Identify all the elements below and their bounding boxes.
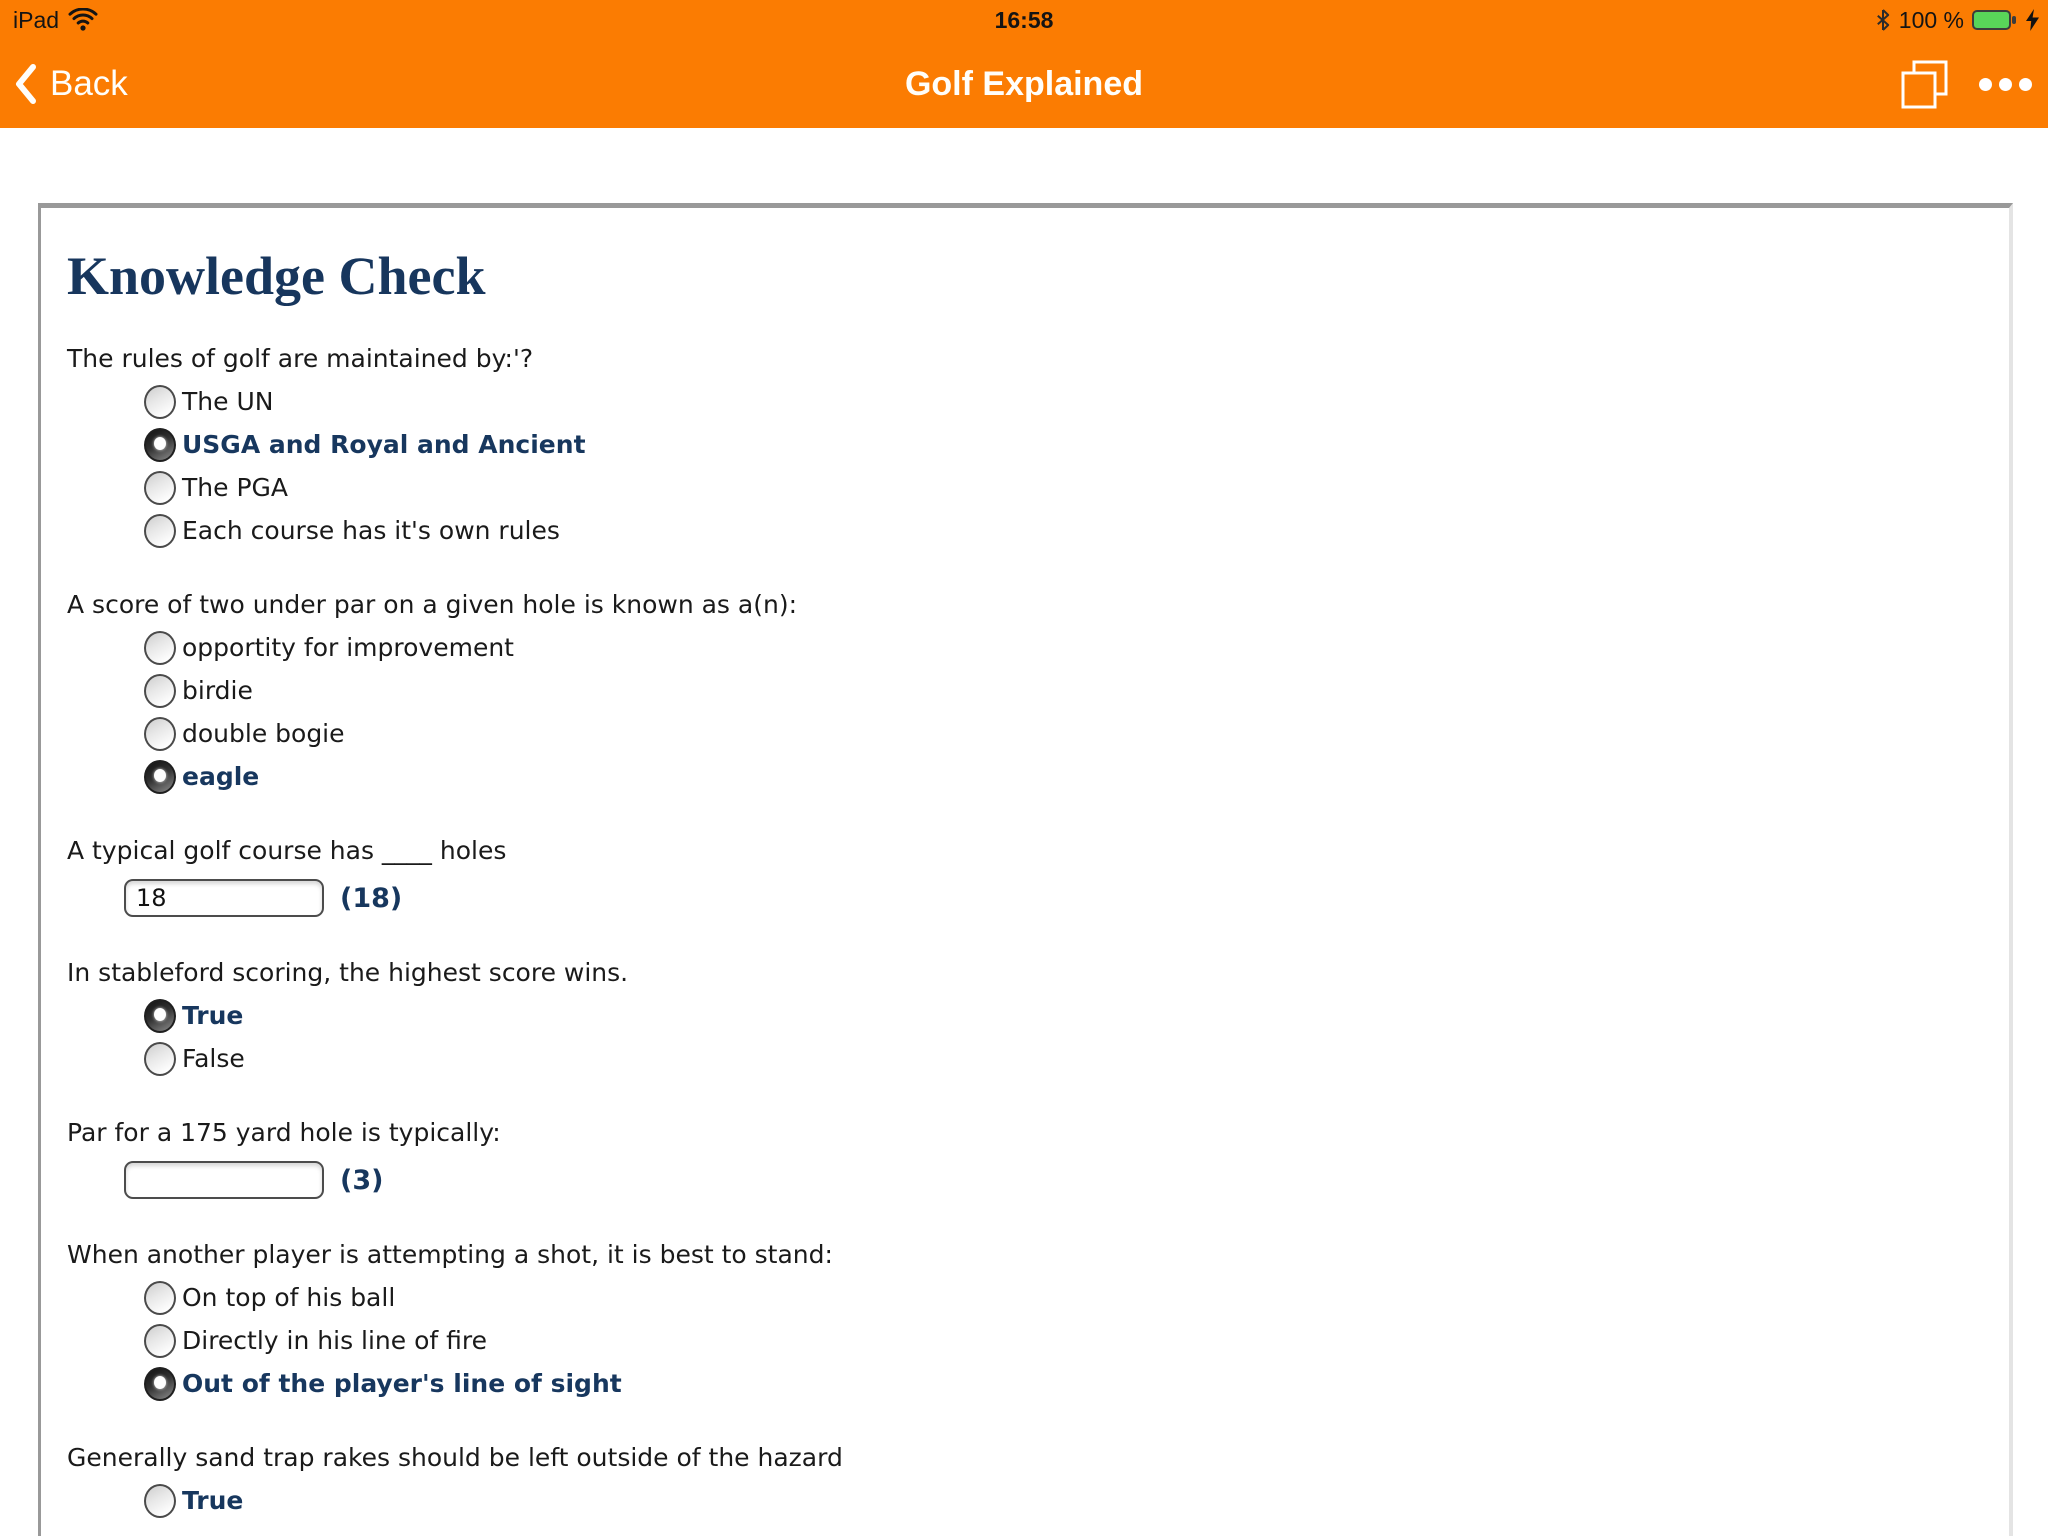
option-label[interactable]: True	[182, 1486, 244, 1515]
radio-unselected-icon[interactable]	[144, 1324, 176, 1358]
option-row[interactable]	[67, 466, 2009, 509]
question-block	[67, 1116, 2009, 1202]
option-label[interactable]: double bogie	[182, 719, 345, 748]
question-block	[67, 834, 2009, 920]
option-row[interactable]	[67, 712, 2009, 755]
radio-unselected-icon[interactable]	[144, 471, 176, 505]
question-block	[67, 1441, 2009, 1522]
ellipsis-dot	[1999, 78, 2012, 91]
option-row[interactable]	[67, 669, 2009, 712]
question-text: The rules of golf are maintained by:'?	[67, 344, 534, 373]
more-options-button[interactable]	[1979, 78, 2032, 91]
question-text: When another player is attempting a shot, it is best to stand:	[67, 1240, 833, 1269]
option-label[interactable]: Each course has it's own rules	[182, 516, 560, 545]
question-text: Generally sand trap rakes should be left outside of the hazard	[67, 1443, 843, 1472]
option-label[interactable]: The PGA	[182, 473, 288, 502]
radio-unselected-icon[interactable]	[144, 1281, 176, 1315]
question-block	[67, 956, 2009, 1080]
ellipsis-dot	[2019, 78, 2032, 91]
answer-row	[124, 876, 2009, 920]
answer-hint: (18)	[340, 882, 403, 914]
battery-percent: 100 %	[1898, 6, 1964, 33]
option-label[interactable]: On top of his ball	[182, 1283, 396, 1312]
radio-unselected-icon[interactable]	[144, 1042, 176, 1076]
radio-selected-icon[interactable]	[144, 1367, 176, 1401]
radio-unselected-icon[interactable]	[144, 514, 176, 548]
radio-selected-icon[interactable]	[144, 428, 176, 462]
answer-row	[124, 1158, 2009, 1202]
question-text: Par for a 175 yard hole is typically:	[67, 1118, 501, 1147]
question-text: In stableford scoring, the highest score wins.	[67, 958, 629, 987]
bluetooth-icon	[1875, 8, 1891, 32]
back-label: Back	[50, 64, 128, 103]
option-row[interactable]	[67, 626, 2009, 669]
radio-unselected-icon[interactable]	[144, 674, 176, 708]
option-row[interactable]	[67, 509, 2009, 552]
radio-selected-icon[interactable]	[144, 760, 176, 794]
option-row[interactable]	[67, 1319, 2009, 1362]
radio-unselected-icon[interactable]	[144, 717, 176, 751]
option-label[interactable]: USGA and Royal and Ancient	[182, 430, 586, 459]
ellipsis-dot	[1979, 78, 1992, 91]
option-row[interactable]	[67, 994, 2009, 1037]
clock: 16:58	[994, 6, 1054, 33]
question-text: A typical golf course has ____ holes	[67, 836, 507, 865]
answer-hint: (3)	[340, 1164, 384, 1196]
nav-actions	[1895, 40, 2032, 128]
answer-input[interactable]	[124, 1161, 324, 1199]
option-label[interactable]: Out of the player's line of sight	[182, 1369, 622, 1398]
radio-selected-icon[interactable]	[144, 999, 176, 1033]
pages-icon[interactable]	[1895, 55, 1953, 113]
battery-icon	[1972, 8, 2017, 32]
radio-unselected-icon[interactable]	[144, 631, 176, 665]
option-label[interactable]: opportity for improvement	[182, 633, 514, 662]
question-text: A score of two under par on a given hole is known as a(n):	[67, 590, 797, 619]
status-bar	[0, 0, 2048, 40]
question-block	[67, 342, 2009, 552]
radio-unselected-icon[interactable]	[144, 385, 176, 419]
charging-bolt-icon	[2025, 8, 2040, 32]
device-label: iPad	[13, 6, 60, 33]
option-label[interactable]: birdie	[182, 676, 253, 705]
option-row[interactable]	[67, 755, 2009, 798]
question-block	[67, 588, 2009, 798]
option-label[interactable]: True	[182, 1001, 244, 1030]
quiz-title: Knowledge Check	[67, 246, 486, 306]
quiz-card	[38, 203, 2013, 1536]
option-row[interactable]	[67, 423, 2009, 466]
option-row[interactable]	[67, 380, 2009, 423]
option-row[interactable]	[67, 1276, 2009, 1319]
page-title: Golf Explained	[904, 64, 1144, 103]
radio-unselected-icon[interactable]	[144, 1484, 176, 1518]
option-label[interactable]: False	[182, 1044, 245, 1073]
option-label[interactable]: eagle	[182, 762, 260, 791]
option-row[interactable]	[67, 1479, 2009, 1522]
option-label[interactable]: Directly in his line of fire	[182, 1326, 488, 1355]
nav-bar	[0, 40, 2048, 128]
option-row[interactable]	[67, 1362, 2009, 1405]
option-label[interactable]: The UN	[182, 387, 274, 416]
option-row[interactable]	[67, 1037, 2009, 1080]
question-list	[67, 342, 2009, 1522]
status-right	[1875, 0, 2040, 40]
question-block	[67, 1238, 2009, 1405]
answer-input[interactable]	[124, 879, 324, 917]
